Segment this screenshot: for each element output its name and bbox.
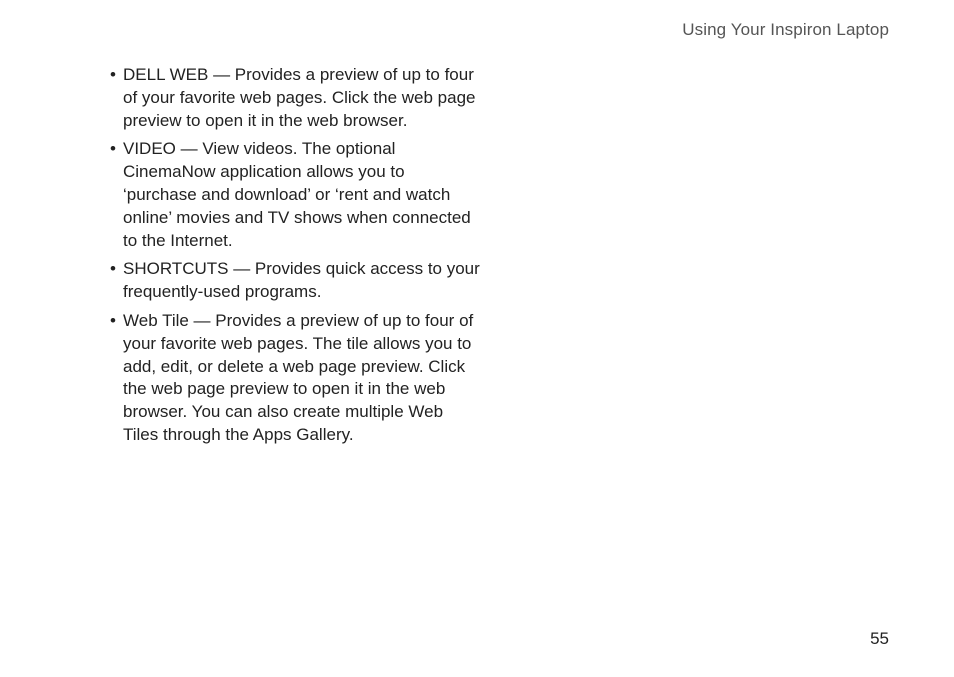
bullet-text: DELL WEB — Provides a preview of up to four of your favorite web pages. Click the web page preview to open it in the web browser.: [123, 65, 476, 130]
page-number: 55: [870, 629, 889, 648]
bullet-text: SHORTCUTS — Provides quick access to your frequently-used programs.: [123, 259, 480, 302]
bullet-text: Web Tile — Provides a preview of up to four of your favorite web pages. The tile allows you to add, edit, or delete a web page preview. Click the web page preview to open it in the web browser. You can also create multiple Web Tiles through the Apps Gallery.: [123, 310, 474, 444]
bullet-item-dell-web: [110, 64, 482, 132]
bullet-item-video: [110, 138, 482, 252]
bullet-marker: •: [110, 259, 116, 279]
feature-bullet-list: [110, 64, 482, 453]
bullet-marker: •: [110, 139, 116, 159]
bullet-marker: •: [110, 310, 116, 330]
bullet-text: VIDEO — View videos. The optional CinemaNow application allows you to ‘purchase and download’ or ‘rent and watch online’ movies and TV shows when connected to the Internet.: [123, 139, 471, 250]
bullet-item-web-tile: [110, 310, 482, 447]
bullet-item-shortcuts: [110, 258, 482, 304]
bullet-marker: •: [110, 65, 116, 84]
running-header: Using Your Inspiron Laptop: [682, 20, 889, 39]
